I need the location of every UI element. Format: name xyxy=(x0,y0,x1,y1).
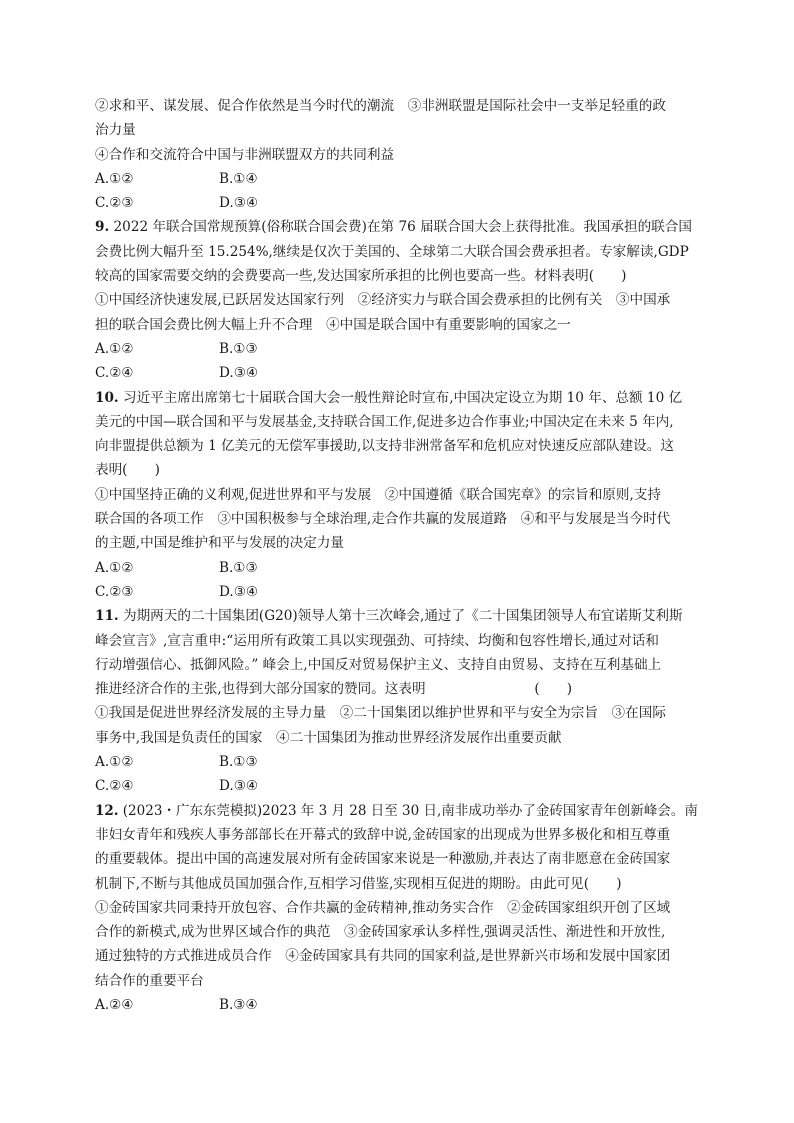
question-text: (2023・广东东莞模拟)2023 年 3 月 28 日至 30 日,南非成功举办了金砖国家青年创新峰会。南 xyxy=(118,802,698,819)
question-line xyxy=(95,386,699,410)
question-line xyxy=(95,215,699,239)
option-d: D.③④ xyxy=(219,365,259,382)
options-row xyxy=(95,774,699,798)
option-a: A.①② xyxy=(95,754,134,771)
question-line: 的主题,中国是维护和平与发展的决定力量 xyxy=(95,535,345,552)
option-b: B.①③ xyxy=(219,559,258,576)
question-text: 2022 年联合国常规预算(俗称联合国会费)在第 76 届联合国大会上获得批准。我国承担的联合国 xyxy=(109,219,692,236)
option-c: C.②③ xyxy=(95,583,134,600)
question-line: 通过独特的方式推进成员合作 ④金砖国家具有共同的国家利益,是世界新兴市场和发展中国家团 xyxy=(95,948,671,965)
option-d: D.③④ xyxy=(219,583,259,600)
question-number: 12. xyxy=(95,802,119,819)
options-row xyxy=(95,337,699,361)
question-line: 担的联合国会费比例大幅上升不合理 ④中国是联合国中有重要影响的国家之一 xyxy=(95,316,571,333)
question-line: 美元的中国—联合国和平与发展基金,支持联合国工作,促进多边合作事业;中国决定在未来 5 年内, xyxy=(95,413,674,430)
question-number: 9. xyxy=(95,219,110,236)
option-b: B.③④ xyxy=(219,996,258,1013)
question-line: 会费比例大幅升至 15.254%,继续是仅次于美国的、全球第二大联合国会费承担者。专家解读,GDP xyxy=(95,243,689,260)
question-text: 为期两天的二十国集团(G20)领导人第十三次峰会,通过了《二十国集团领导人布宜诺斯艾利斯 xyxy=(118,608,683,625)
option-c: C.②③ xyxy=(95,195,134,212)
question-line xyxy=(95,799,699,823)
page-content xyxy=(95,94,699,1017)
options-row xyxy=(95,993,699,1017)
option-c: C.②④ xyxy=(95,365,134,382)
question-line: 机制下,不断与其他成员国加强合作,互相学习借鉴,实现相互促进的期盼。由此可见( ) xyxy=(95,875,622,892)
question-number: 10. xyxy=(95,389,119,406)
question-line: 表明( ) xyxy=(95,462,160,479)
option-a: A.①② xyxy=(95,170,134,187)
question-line: ①金砖国家共同秉持开放包容、合作共赢的金砖精神,推动务实合作 ②金砖国家组织开创了区域 xyxy=(95,899,671,916)
option-c: C.②④ xyxy=(95,778,134,795)
question-line: ④合作和交流符合中国与非洲联盟双方的共同利益 xyxy=(95,146,395,163)
options-row xyxy=(95,556,699,580)
question-9 xyxy=(95,215,699,385)
question-line: ①中国经济快速发展,已跃居发达国家行列 ②经济实力与联合国会费承担的比例有关 ③中国承 xyxy=(95,292,671,309)
question-line: 治力量 xyxy=(95,122,136,139)
option-d: D.③④ xyxy=(219,778,259,795)
question-12 xyxy=(95,799,699,1018)
question-line: 联合国的各项工作 ③中国积极参与全球治理,走合作共赢的发展道路 ④和平与发展是当今时代 xyxy=(95,511,671,528)
options-row xyxy=(95,191,699,215)
question-line xyxy=(95,604,699,628)
question-11 xyxy=(95,604,699,798)
option-a: A.②④ xyxy=(95,996,134,1013)
question-line: 的重要载体。提出中国的高速发展对所有金砖国家来说是一种激励,并表达了南非愿意在金砖国家 xyxy=(95,851,671,868)
options-row xyxy=(95,167,699,191)
question-line: 推进经济合作的主张,也得到大部分国家的赞同。这表明 ( ) xyxy=(95,681,573,698)
question-line: ①中国坚持正确的义利观,促进世界和平与发展 ②中国遵循《联合国宪章》的宗旨和原则,支持 xyxy=(95,486,661,503)
option-d: D.③④ xyxy=(219,195,259,212)
question-10 xyxy=(95,386,699,605)
option-b: B.①③ xyxy=(219,340,258,357)
question-line: 峰会宣言》,宣言重申:“运用所有政策工具以实现强劲、可持续、均衡和包容性增长,通过对话和 xyxy=(95,632,659,649)
options-row xyxy=(95,580,699,604)
question-line: ①我国是促进世界经济发展的主导力量 ②二十国集团以维护世界和平与安全为宗旨 ③在国际 xyxy=(95,705,666,722)
option-b: B.①④ xyxy=(219,170,258,187)
question-number: 11. xyxy=(95,608,119,625)
question-text: 习近平主席出席第七十届联合国大会一般性辩论时宣布,中国决定设立为期 10 年、总额 10 亿 xyxy=(118,389,683,406)
question-line: 行动增强信心、抵御风险。” 峰会上,中国反对贸易保护主义、支持自由贸易、支持在互利基础上 xyxy=(95,656,662,673)
question-line: 较高的国家需要交纳的会费要高一些,发达国家所承担的比例也要高一些。材料表明( ) xyxy=(95,268,627,285)
options-row xyxy=(95,750,699,774)
option-b: B.①③ xyxy=(219,754,258,771)
question-8-tail xyxy=(95,94,699,215)
question-line: 非妇女青年和残疾人事务部部长在开幕式的致辞中说,金砖国家的出现成为世界多极化和相互尊重 xyxy=(95,826,671,843)
option-a: A.①② xyxy=(95,559,134,576)
question-line: 向非盟提供总额为 1 亿美元的无偿军事援助,以支持非洲常备军和危机应对快速反应部队建设。这 xyxy=(95,438,674,455)
option-a: A.①② xyxy=(95,340,134,357)
question-line: ②求和平、谋发展、促合作依然是当今时代的潮流 ③非洲联盟是国际社会中一支举足轻重的政 xyxy=(95,98,666,114)
question-line: 合作的新模式,成为世界区域合作的典范 ③金砖国家承认多样性,强调灵活性、渐进性和开放性, xyxy=(95,924,666,941)
options-row xyxy=(95,361,699,385)
question-line: 结合作的重要平台 xyxy=(95,972,204,989)
question-line: 事务中,我国是负责任的国家 ④二十国集团为推动世界经济发展作出重要贡献 xyxy=(95,729,562,746)
